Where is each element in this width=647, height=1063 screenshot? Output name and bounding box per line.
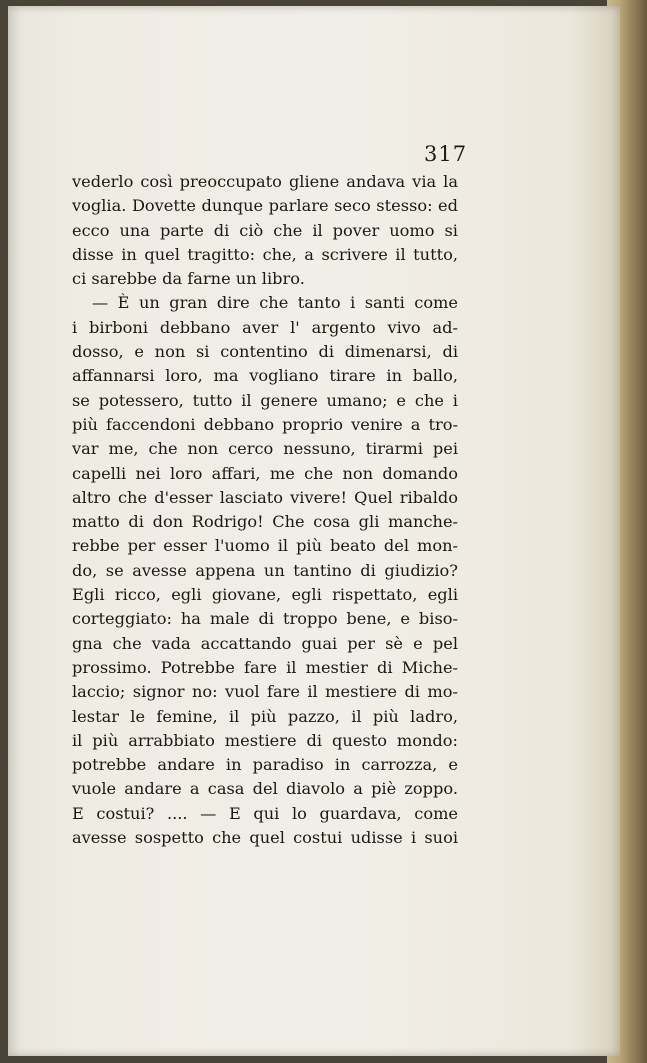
page-number: 317 [424, 142, 468, 166]
body-text [72, 170, 458, 850]
text-line: laccio; signor no: vuol fare il mestiere di mo- [72, 682, 458, 702]
text-line: avesse sospetto che quel costui udisse i suoi [72, 828, 458, 848]
text-line: rebbe per esser l'uomo il più beato del mon- [72, 536, 458, 556]
text-line: dosso, e non si contentino di dimenarsi, di [72, 342, 458, 362]
text-line: gna che vada accattando guai per sè e pel [72, 633, 458, 653]
text-line: altro che d'esser lasciato vivere! Quel ribaldo [72, 487, 458, 507]
text-line: do, se avesse appena un tantino di giudizio? [72, 560, 458, 580]
text-line: lestar le femine, il più pazzo, il più ladro, [72, 706, 458, 726]
text-line: prossimo. Potrebbe fare il mestier di Miche- [72, 657, 458, 677]
text-line: i birboni debbano aver l' argento vivo ad- [72, 317, 458, 337]
text-line: voglia. Dovette dunque parlare seco stesso: ed [72, 196, 458, 216]
text-line: potrebbe andare in paradiso in carrozza, e [72, 755, 458, 775]
text-line: se potessero, tutto il genere umano; e che i [72, 390, 458, 410]
text-line: ci sarebbe da farne un libro. [72, 269, 305, 289]
text-line: Egli ricco, egli giovane, egli rispettato, egli [72, 585, 458, 605]
text-line: var me, che non cerco nessuno, tirarmi pei [72, 439, 458, 459]
text-line: E costui? .... — E qui lo guardava, come [72, 803, 458, 823]
text-line: vuole andare a casa del diavolo a piè zoppo. [72, 779, 458, 799]
text-line: vederlo così preoccupato gliene andava via la [72, 172, 458, 191]
text-line: affannarsi loro, ma vogliano tirare in ballo, [72, 366, 458, 386]
text-line: corteggiato: ha male di troppo bene, e biso- [72, 609, 458, 629]
text-line: il più arrabbiato mestiere di questo mondo: [72, 730, 458, 750]
text-line: più faccendoni debbano proprio venire a tro- [72, 414, 458, 434]
text-line: matto di don Rodrigo! Che cosa gli manche- [72, 512, 458, 532]
text-line: disse in quel tragitto: che, a scrivere il tutto, [72, 244, 458, 264]
text-line: — È un gran dire che tanto i santi come [92, 293, 458, 313]
text-line: ecco una parte di ciò che il pover uomo si [72, 220, 458, 240]
text-line: capelli nei loro affari, me che non domando [72, 463, 458, 483]
